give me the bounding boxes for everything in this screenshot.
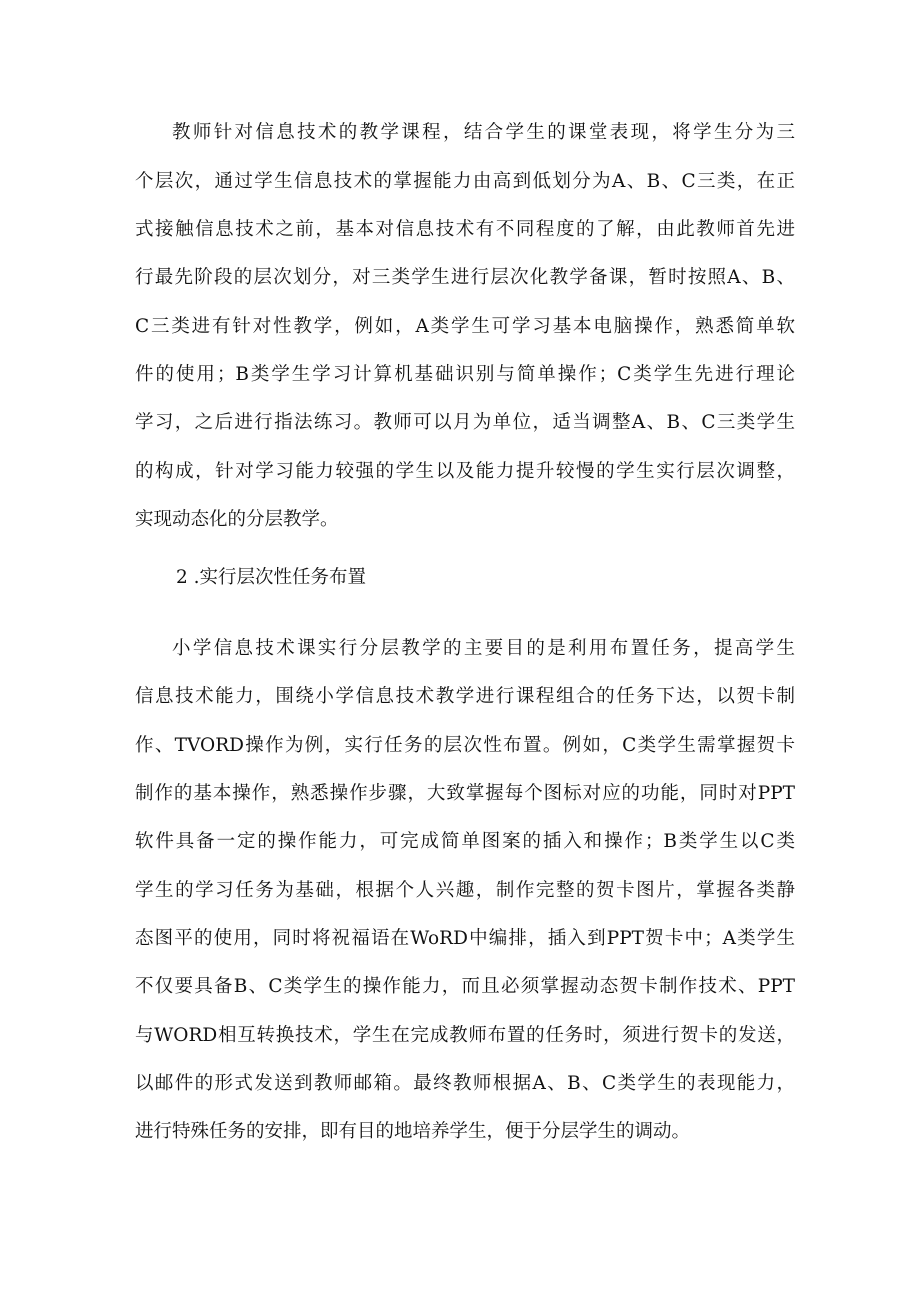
section-heading: 2 .实行层次性任务布置 (176, 567, 367, 588)
text-line: 式接触信息技术之前，基本对信息技术有不同程度的了解，由此教师首先进 (135, 219, 795, 240)
text-line: 软件具备一定的操作能力，可完成简单图案的插入和操作；B类学生以C类 (135, 831, 795, 852)
text-line: 进行特殊任务的安排，即有目的地培养学生，便于分层学生的调动。 (135, 1121, 691, 1142)
text-line: 作、TVORD操作为例，实行任务的层次性布置。例如，C类学生需掌握贺卡 (135, 735, 795, 756)
text-line: 件的使用；B类学生学习计算机基础识别与简单操作；C类学生先进行理论 (135, 364, 795, 385)
text-line: 小学信息技术课实行分层教学的主要目的是利用布置任务，提高学生 (172, 638, 795, 659)
text-line: 与WORD相互转换技术，学生在完成教师布置的任务时，须进行贺卡的发送， (135, 1025, 795, 1046)
text-line: 制作的基本操作，熟悉操作步骤，大致掌握每个图标对应的功能，同时对PPT (135, 783, 795, 804)
text-line: 信息技术能力，围绕小学信息技术教学进行课程组合的任务下达，以贺卡制 (135, 686, 795, 707)
text-line: 学习，之后进行指法练习。教师可以月为单位，适当调整A、B、C三类学生 (135, 412, 795, 433)
text-line: 不仅要具备B、C类学生的操作能力，而且必须掌握动态贺卡制作技术、PPT (135, 976, 795, 997)
text-line: 学生的学习任务为基础，根据个人兴趣，制作完整的贺卡图片，掌握各类静 (135, 880, 795, 901)
text-line: 个层次，通过学生信息技术的掌握能力由高到低划分为A、B、C三类，在正 (135, 171, 795, 192)
text-line: 的构成，针对学习能力较强的学生以及能力提升较慢的学生实行层次调整， (135, 461, 795, 482)
text-line: 行最先阶段的层次划分，对三类学生进行层次化教学备课，暂时按照A、B、 (135, 267, 795, 288)
text-line: 实现动态化的分层教学。 (135, 509, 339, 530)
text-line: 态图平的使用，同时将祝福语在WoRD中编排，插入到PPT贺卡中；A类学生 (135, 928, 795, 949)
text-line: 教师针对信息技术的教学课程，结合学生的课堂表现，将学生分为三 (172, 122, 795, 143)
text-line: 以邮件的形式发送到教师邮箱。最终教师根据A、B、C类学生的表现能力， (135, 1073, 795, 1094)
text-line: C三类进有针对性教学，例如，A类学生可学习基本电脑操作，熟悉简单软 (135, 316, 795, 337)
